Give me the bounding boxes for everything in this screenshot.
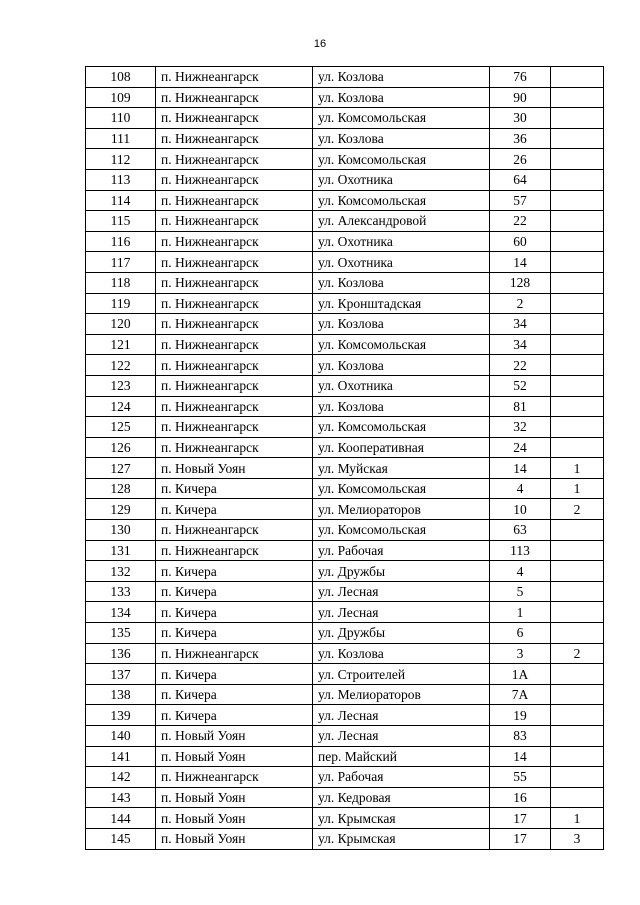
row-number-cell: 129 bbox=[86, 499, 156, 520]
street-cell: ул. Лесная bbox=[313, 602, 490, 623]
street-cell: ул. Комсомольская bbox=[313, 520, 490, 541]
table-row bbox=[86, 726, 604, 747]
street-cell: ул. Лесная bbox=[313, 726, 490, 747]
settlement-cell: п. Кичера bbox=[156, 581, 313, 602]
street-cell: ул. Крымская bbox=[313, 808, 490, 829]
apartment-cell bbox=[551, 787, 604, 808]
apartment-cell bbox=[551, 149, 604, 170]
street-cell: ул. Комсомольская bbox=[313, 334, 490, 355]
apartment-cell bbox=[551, 520, 604, 541]
settlement-cell: п. Новый Уоян bbox=[156, 746, 313, 767]
table-row bbox=[86, 643, 604, 664]
apartment-cell: 1 bbox=[551, 808, 604, 829]
settlement-cell: п. Нижнеангарск bbox=[156, 87, 313, 108]
street-cell: ул. Охотника bbox=[313, 252, 490, 273]
settlement-cell: п. Кичера bbox=[156, 602, 313, 623]
table-row bbox=[86, 437, 604, 458]
apartment-cell bbox=[551, 664, 604, 685]
row-number-cell: 117 bbox=[86, 252, 156, 273]
apartment-cell bbox=[551, 169, 604, 190]
street-cell: ул. Козлова bbox=[313, 355, 490, 376]
table-row bbox=[86, 705, 604, 726]
house-number-cell: 17 bbox=[490, 808, 551, 829]
row-number-cell: 123 bbox=[86, 375, 156, 396]
settlement-cell: п. Нижнеангарск bbox=[156, 540, 313, 561]
table-row bbox=[86, 540, 604, 561]
address-table-body bbox=[86, 67, 604, 850]
house-number-cell: 19 bbox=[490, 705, 551, 726]
street-cell: ул. Комсомольская bbox=[313, 149, 490, 170]
apartment-cell: 1 bbox=[551, 478, 604, 499]
street-cell: ул. Дружбы bbox=[313, 623, 490, 644]
settlement-cell: п. Кичера bbox=[156, 684, 313, 705]
row-number-cell: 132 bbox=[86, 561, 156, 582]
settlement-cell: п. Нижнеангарск bbox=[156, 190, 313, 211]
row-number-cell: 125 bbox=[86, 417, 156, 438]
table-row bbox=[86, 767, 604, 788]
street-cell: ул. Дружбы bbox=[313, 561, 490, 582]
row-number-cell: 126 bbox=[86, 437, 156, 458]
table-row bbox=[86, 375, 604, 396]
apartment-cell bbox=[551, 108, 604, 129]
house-number-cell: 1А bbox=[490, 664, 551, 685]
apartment-cell bbox=[551, 540, 604, 561]
apartment-cell bbox=[551, 561, 604, 582]
table-row bbox=[86, 211, 604, 232]
house-number-cell: 52 bbox=[490, 375, 551, 396]
row-number-cell: 139 bbox=[86, 705, 156, 726]
table-row bbox=[86, 499, 604, 520]
street-cell: ул. Козлова bbox=[313, 396, 490, 417]
row-number-cell: 144 bbox=[86, 808, 156, 829]
house-number-cell: 34 bbox=[490, 334, 551, 355]
street-cell: ул. Комсомольская bbox=[313, 108, 490, 129]
apartment-cell bbox=[551, 252, 604, 273]
house-number-cell: 5 bbox=[490, 581, 551, 602]
settlement-cell: п. Кичера bbox=[156, 478, 313, 499]
table-row bbox=[86, 684, 604, 705]
house-number-cell: 60 bbox=[490, 231, 551, 252]
row-number-cell: 145 bbox=[86, 828, 156, 849]
table-row bbox=[86, 828, 604, 849]
row-number-cell: 110 bbox=[86, 108, 156, 129]
settlement-cell: п. Нижнеангарск bbox=[156, 767, 313, 788]
apartment-cell bbox=[551, 87, 604, 108]
house-number-cell: 4 bbox=[490, 478, 551, 499]
table-row bbox=[86, 417, 604, 438]
row-number-cell: 108 bbox=[86, 67, 156, 88]
settlement-cell: п. Новый Уоян bbox=[156, 458, 313, 479]
street-cell: ул. Рабочая bbox=[313, 540, 490, 561]
row-number-cell: 121 bbox=[86, 334, 156, 355]
street-cell: ул. Охотника bbox=[313, 375, 490, 396]
apartment-cell bbox=[551, 211, 604, 232]
table-row bbox=[86, 787, 604, 808]
apartment-cell bbox=[551, 746, 604, 767]
settlement-cell: п. Нижнеангарск bbox=[156, 437, 313, 458]
house-number-cell: 2 bbox=[490, 293, 551, 314]
table-row bbox=[86, 231, 604, 252]
house-number-cell: 14 bbox=[490, 746, 551, 767]
settlement-cell: п. Нижнеангарск bbox=[156, 108, 313, 129]
table-row bbox=[86, 355, 604, 376]
street-cell: ул. Кронштадская bbox=[313, 293, 490, 314]
table-row bbox=[86, 293, 604, 314]
settlement-cell: п. Нижнеангарск bbox=[156, 211, 313, 232]
settlement-cell: п. Нижнеангарск bbox=[156, 231, 313, 252]
table-row bbox=[86, 478, 604, 499]
row-number-cell: 118 bbox=[86, 272, 156, 293]
street-cell: ул. Крымская bbox=[313, 828, 490, 849]
row-number-cell: 128 bbox=[86, 478, 156, 499]
settlement-cell: п. Нижнеангарск bbox=[156, 643, 313, 664]
settlement-cell: п. Новый Уоян bbox=[156, 828, 313, 849]
table-row bbox=[86, 149, 604, 170]
settlement-cell: п. Нижнеангарск bbox=[156, 252, 313, 273]
row-number-cell: 114 bbox=[86, 190, 156, 211]
row-number-cell: 115 bbox=[86, 211, 156, 232]
settlement-cell: п. Новый Уоян bbox=[156, 726, 313, 747]
table-row bbox=[86, 746, 604, 767]
street-cell: ул. Козлова bbox=[313, 314, 490, 335]
street-cell: пер. Майский bbox=[313, 746, 490, 767]
row-number-cell: 109 bbox=[86, 87, 156, 108]
settlement-cell: п. Нижнеангарск bbox=[156, 128, 313, 149]
settlement-cell: п. Кичера bbox=[156, 705, 313, 726]
table-row bbox=[86, 87, 604, 108]
settlement-cell: п. Новый Уоян bbox=[156, 787, 313, 808]
street-cell: ул. Охотника bbox=[313, 231, 490, 252]
address-table bbox=[85, 66, 604, 850]
settlement-cell: п. Новый Уоян bbox=[156, 808, 313, 829]
street-cell: ул. Лесная bbox=[313, 581, 490, 602]
street-cell: ул. Муйская bbox=[313, 458, 490, 479]
row-number-cell: 138 bbox=[86, 684, 156, 705]
apartment-cell bbox=[551, 293, 604, 314]
apartment-cell: 2 bbox=[551, 643, 604, 664]
row-number-cell: 141 bbox=[86, 746, 156, 767]
row-number-cell: 140 bbox=[86, 726, 156, 747]
house-number-cell: 81 bbox=[490, 396, 551, 417]
row-number-cell: 134 bbox=[86, 602, 156, 623]
settlement-cell: п. Нижнеангарск bbox=[156, 149, 313, 170]
street-cell: ул. Мелиораторов bbox=[313, 684, 490, 705]
settlement-cell: п. Кичера bbox=[156, 561, 313, 582]
row-number-cell: 119 bbox=[86, 293, 156, 314]
settlement-cell: п. Нижнеангарск bbox=[156, 272, 313, 293]
table-row bbox=[86, 334, 604, 355]
street-cell: ул. Мелиораторов bbox=[313, 499, 490, 520]
table-row bbox=[86, 458, 604, 479]
house-number-cell: 30 bbox=[490, 108, 551, 129]
house-number-cell: 14 bbox=[490, 458, 551, 479]
house-number-cell: 4 bbox=[490, 561, 551, 582]
street-cell: ул. Александровой bbox=[313, 211, 490, 232]
settlement-cell: п. Нижнеангарск bbox=[156, 396, 313, 417]
house-number-cell: 22 bbox=[490, 355, 551, 376]
apartment-cell bbox=[551, 190, 604, 211]
street-cell: ул. Кедровая bbox=[313, 787, 490, 808]
house-number-cell: 83 bbox=[490, 726, 551, 747]
street-cell: ул. Рабочая bbox=[313, 767, 490, 788]
apartment-cell bbox=[551, 726, 604, 747]
house-number-cell: 55 bbox=[490, 767, 551, 788]
house-number-cell: 6 bbox=[490, 623, 551, 644]
house-number-cell: 1 bbox=[490, 602, 551, 623]
house-number-cell: 14 bbox=[490, 252, 551, 273]
house-number-cell: 57 bbox=[490, 190, 551, 211]
apartment-cell bbox=[551, 705, 604, 726]
table-row bbox=[86, 561, 604, 582]
row-number-cell: 142 bbox=[86, 767, 156, 788]
street-cell: ул. Козлова bbox=[313, 87, 490, 108]
house-number-cell: 64 bbox=[490, 169, 551, 190]
house-number-cell: 22 bbox=[490, 211, 551, 232]
settlement-cell: п. Нижнеангарск bbox=[156, 520, 313, 541]
row-number-cell: 143 bbox=[86, 787, 156, 808]
apartment-cell bbox=[551, 581, 604, 602]
apartment-cell bbox=[551, 684, 604, 705]
apartment-cell bbox=[551, 231, 604, 252]
street-cell: ул. Комсомольская bbox=[313, 190, 490, 211]
house-number-cell: 10 bbox=[490, 499, 551, 520]
house-number-cell: 32 bbox=[490, 417, 551, 438]
apartment-cell bbox=[551, 355, 604, 376]
house-number-cell: 17 bbox=[490, 828, 551, 849]
settlement-cell: п. Нижнеангарск bbox=[156, 355, 313, 376]
settlement-cell: п. Нижнеангарск bbox=[156, 375, 313, 396]
apartment-cell: 3 bbox=[551, 828, 604, 849]
house-number-cell: 26 bbox=[490, 149, 551, 170]
settlement-cell: п. Кичера bbox=[156, 499, 313, 520]
settlement-cell: п. Нижнеангарск bbox=[156, 417, 313, 438]
row-number-cell: 111 bbox=[86, 128, 156, 149]
apartment-cell bbox=[551, 128, 604, 149]
apartment-cell bbox=[551, 437, 604, 458]
street-cell: ул. Козлова bbox=[313, 128, 490, 149]
house-number-cell: 3 bbox=[490, 643, 551, 664]
table-row bbox=[86, 664, 604, 685]
table-row bbox=[86, 252, 604, 273]
street-cell: ул. Козлова bbox=[313, 643, 490, 664]
row-number-cell: 124 bbox=[86, 396, 156, 417]
settlement-cell: п. Нижнеангарск bbox=[156, 67, 313, 88]
table-row bbox=[86, 169, 604, 190]
apartment-cell bbox=[551, 623, 604, 644]
row-number-cell: 116 bbox=[86, 231, 156, 252]
page-number: 16 bbox=[313, 38, 327, 50]
house-number-cell: 63 bbox=[490, 520, 551, 541]
row-number-cell: 122 bbox=[86, 355, 156, 376]
row-number-cell: 113 bbox=[86, 169, 156, 190]
table-row bbox=[86, 314, 604, 335]
table-row bbox=[86, 602, 604, 623]
settlement-cell: п. Нижнеангарск bbox=[156, 293, 313, 314]
house-number-cell: 24 bbox=[490, 437, 551, 458]
street-cell: ул. Лесная bbox=[313, 705, 490, 726]
table-row bbox=[86, 108, 604, 129]
apartment-cell bbox=[551, 67, 604, 88]
row-number-cell: 127 bbox=[86, 458, 156, 479]
row-number-cell: 135 bbox=[86, 623, 156, 644]
apartment-cell bbox=[551, 417, 604, 438]
settlement-cell: п. Нижнеангарск bbox=[156, 169, 313, 190]
table-row bbox=[86, 581, 604, 602]
row-number-cell: 120 bbox=[86, 314, 156, 335]
street-cell: ул. Козлова bbox=[313, 67, 490, 88]
apartment-cell bbox=[551, 314, 604, 335]
settlement-cell: п. Кичера bbox=[156, 623, 313, 644]
street-cell: ул. Козлова bbox=[313, 272, 490, 293]
table-row bbox=[86, 67, 604, 88]
street-cell: ул. Охотника bbox=[313, 169, 490, 190]
apartment-cell bbox=[551, 767, 604, 788]
house-number-cell: 16 bbox=[490, 787, 551, 808]
apartment-cell bbox=[551, 334, 604, 355]
street-cell: ул. Комсомольская bbox=[313, 478, 490, 499]
row-number-cell: 136 bbox=[86, 643, 156, 664]
settlement-cell: п. Нижнеангарск bbox=[156, 334, 313, 355]
table-row bbox=[86, 520, 604, 541]
table-row bbox=[86, 808, 604, 829]
row-number-cell: 112 bbox=[86, 149, 156, 170]
row-number-cell: 137 bbox=[86, 664, 156, 685]
house-number-cell: 76 bbox=[490, 67, 551, 88]
table-row bbox=[86, 190, 604, 211]
apartment-cell: 1 bbox=[551, 458, 604, 479]
house-number-cell: 90 bbox=[490, 87, 551, 108]
table-row bbox=[86, 623, 604, 644]
table-row bbox=[86, 128, 604, 149]
street-cell: ул. Кооперативная bbox=[313, 437, 490, 458]
table-row bbox=[86, 272, 604, 293]
table-row bbox=[86, 396, 604, 417]
settlement-cell: п. Нижнеангарск bbox=[156, 314, 313, 335]
apartment-cell: 2 bbox=[551, 499, 604, 520]
apartment-cell bbox=[551, 375, 604, 396]
row-number-cell: 130 bbox=[86, 520, 156, 541]
street-cell: ул. Комсомольская bbox=[313, 417, 490, 438]
house-number-cell: 113 bbox=[490, 540, 551, 561]
settlement-cell: п. Кичера bbox=[156, 664, 313, 685]
row-number-cell: 131 bbox=[86, 540, 156, 561]
street-cell: ул. Строителей bbox=[313, 664, 490, 685]
house-number-cell: 128 bbox=[490, 272, 551, 293]
apartment-cell bbox=[551, 602, 604, 623]
apartment-cell bbox=[551, 272, 604, 293]
house-number-cell: 34 bbox=[490, 314, 551, 335]
house-number-cell: 36 bbox=[490, 128, 551, 149]
house-number-cell: 7А bbox=[490, 684, 551, 705]
apartment-cell bbox=[551, 396, 604, 417]
row-number-cell: 133 bbox=[86, 581, 156, 602]
